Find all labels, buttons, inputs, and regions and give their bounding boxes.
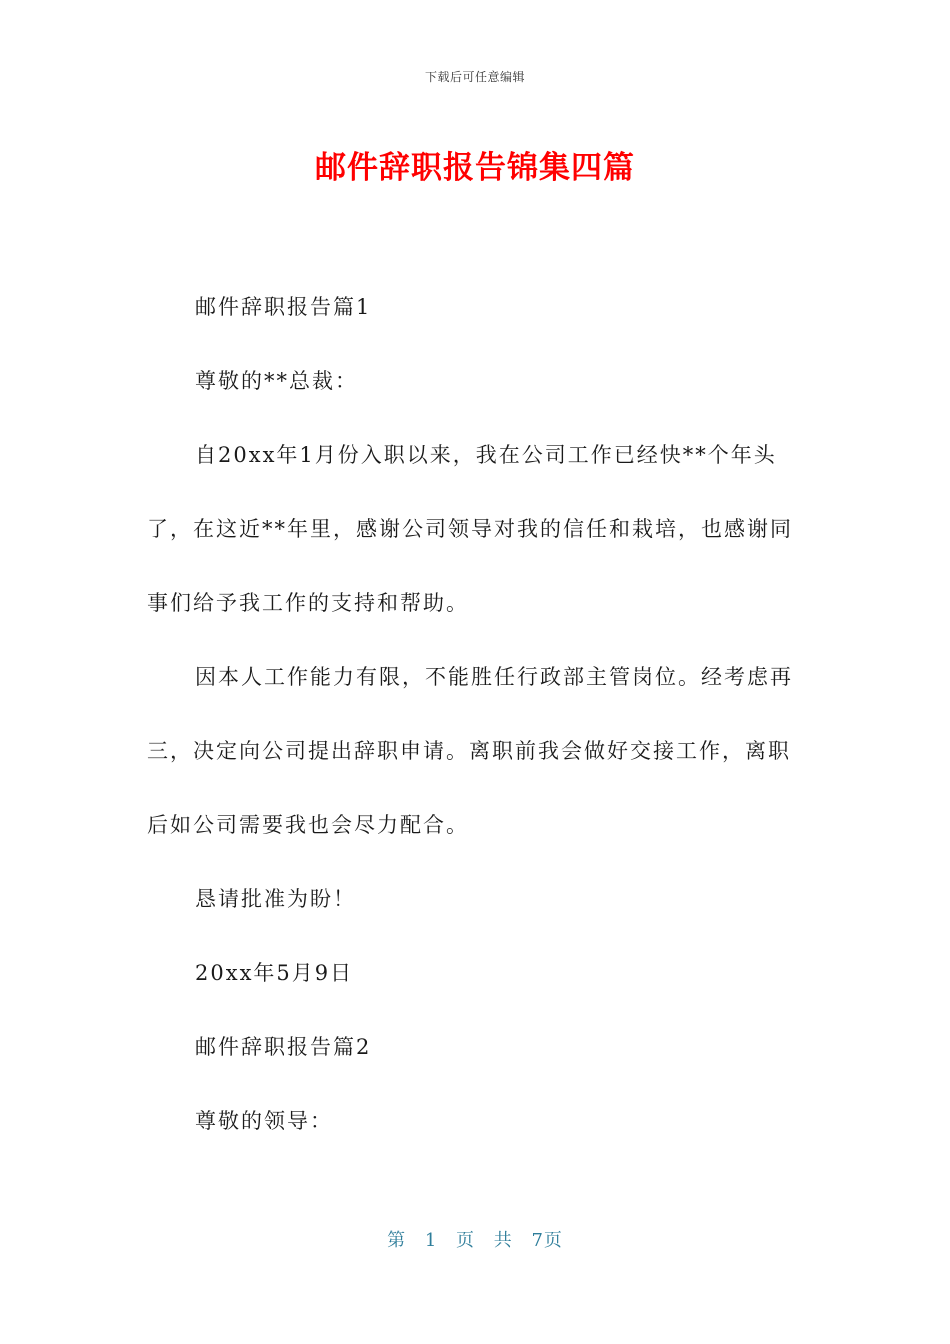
document-body xyxy=(147,270,807,1158)
footer-page-label: 页 xyxy=(456,1230,475,1251)
closing-request: 恳请批准为盼！ xyxy=(195,887,356,911)
footer-current-page: 1 xyxy=(424,1230,438,1251)
body-paragraph: 因本人工作能力有限，不能胜任行政部主管岗位。经考虑再三，决定向公司提出辞职申请。离职前我会做好交接工作，离职后如公司需要我也会尽力配合。 xyxy=(147,665,793,837)
body-paragraph: 自20xx年1月份入职以来，我在公司工作已经快**个年头了，在这近**年里，感谢公司领导对我的信任和栽培，也感谢同事们给予我工作的支持和帮助。 xyxy=(147,443,793,615)
page-footer xyxy=(0,1226,950,1252)
header-note: 下载后可任意编辑 xyxy=(424,70,525,84)
section-heading-1: 邮件辞职报告篇1 xyxy=(195,295,372,319)
salutation-2: 尊敬的领导： xyxy=(195,1109,333,1133)
footer-prefix: 第 xyxy=(387,1230,407,1251)
letter-date: 20xx年5月9日 xyxy=(195,961,354,985)
salutation-1: 尊敬的**总裁： xyxy=(195,369,358,393)
section-heading-2: 邮件辞职报告篇2 xyxy=(195,1035,372,1059)
footer-total-pages: 7页 xyxy=(531,1230,563,1251)
footer-total-label: 共 xyxy=(493,1230,513,1251)
document-title: 邮件辞职报告锦集四篇 xyxy=(315,150,635,186)
